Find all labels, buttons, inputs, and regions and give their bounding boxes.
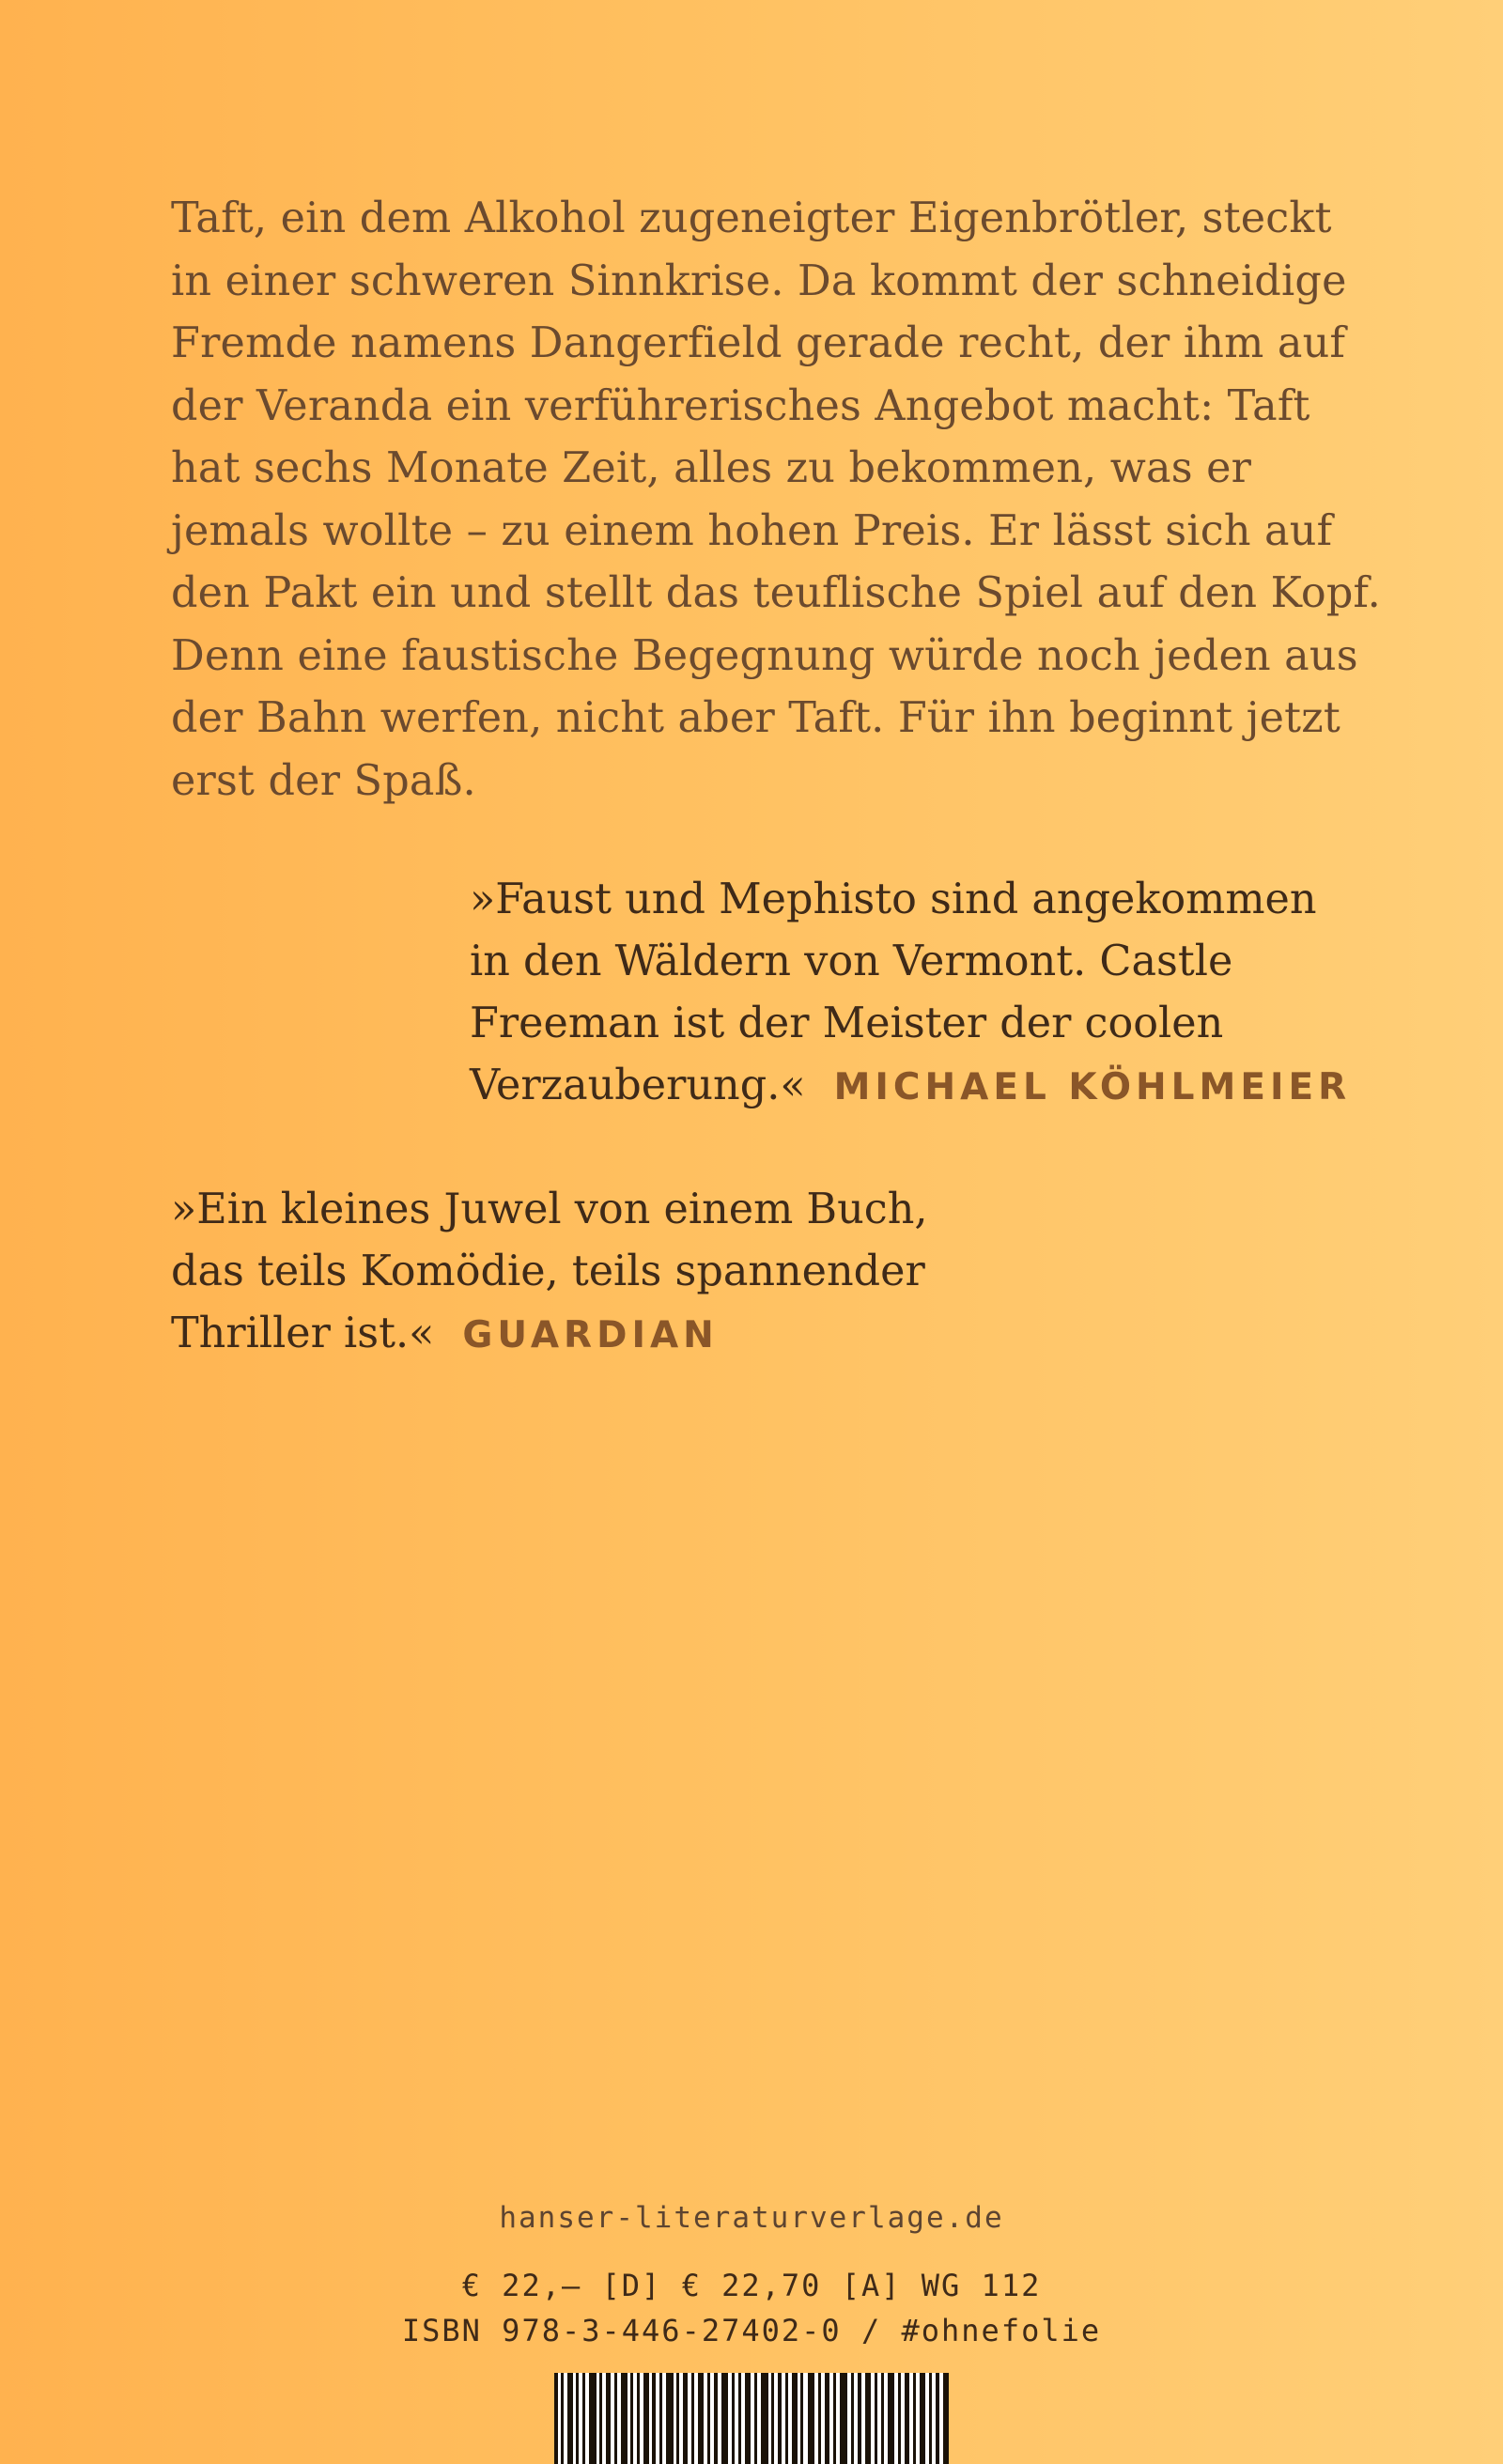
blurb-line: der Veranda ein verführerisches Angebot macht: Taft [171,381,1310,430]
quote-line: »Faust und Mephisto sind angekommen [470,876,1317,923]
blurb-line: den Pakt ein und stellt das teuflische Spiel auf den Kopf. [171,569,1381,617]
publisher-website: hanser-literaturverlage.de [499,2201,1004,2235]
blurb-line: in einer schweren Sinnkrise. Da kommt der schneidige [171,256,1347,305]
press-quote-guardian [171,1179,1110,1367]
press-quote-koehlmeier [470,869,1409,1119]
blurb-line: erst der Spaß. [171,756,476,805]
quote-line-text: Verzauberung.« [470,1062,806,1109]
quote-line: »Ein kleines Juwel von einem Buch, [171,1186,928,1233]
blurb-line: Taft, ein dem Alkohol zugeneigter Eigenbrötler, steckt [171,194,1332,242]
quote-line-text: Thriller ist.« [171,1309,435,1357]
blurb-line: hat sechs Monate Zeit, alles zu bekommen, was er [171,444,1252,492]
blurb-line: Fremde namens Dangerfield gerade recht, der ihm auf [171,319,1346,367]
isbn-info: ISBN 978-3-446-27402-0 / #ohnefolie [401,2313,1102,2348]
blurb-line: Denn eine faustische Begegnung würde noch jeden aus [171,631,1358,680]
price-info: € 22,– [D] € 22,70 [A] WG 112 [461,2268,1042,2303]
quote-source: GUARDIAN [462,1314,719,1356]
quote-line: das teils Komödie, teils spannender [171,1247,925,1295]
barcode-image [554,2373,949,2464]
quote-source: MICHAEL KÖHLMEIER [833,1066,1352,1108]
blurb-line: der Bahn werfen, nicht aber Taft. Für ihn beginnt jetzt [171,694,1340,742]
blurb-line: jemals wollte – zu einem hohen Preis. Er lässt sich auf [171,506,1333,555]
quote-line-last [171,1303,1110,1367]
blurb-text [171,188,1381,813]
quote-line-last [470,1055,1409,1119]
quote-line: Freeman ist der Meister der coolen [470,1000,1224,1047]
quote-line: in den Wäldern von Vermont. Castle [470,938,1233,985]
